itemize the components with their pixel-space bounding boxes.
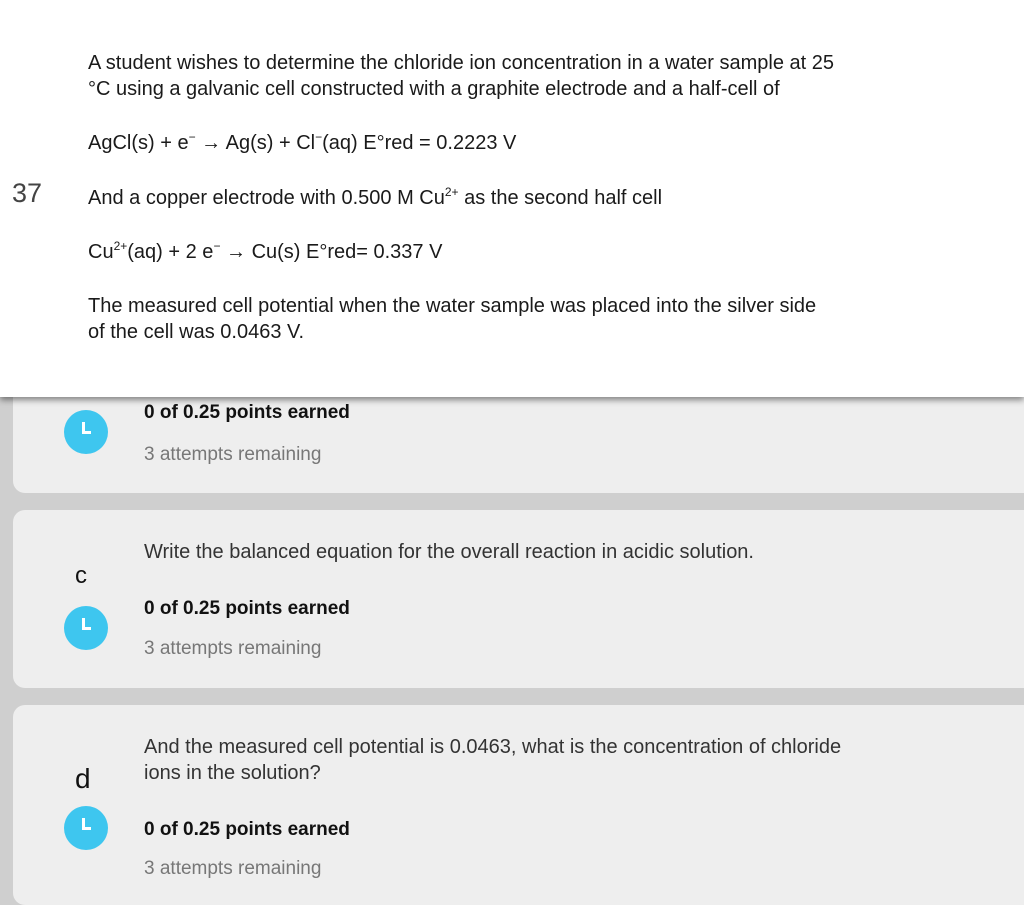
eq-text: → Ag(s) + Cl	[195, 132, 316, 154]
part-question: ions in the solution?	[144, 762, 321, 784]
part-question: Write the balanced equation for the overall reaction in acidic solution.	[144, 541, 754, 563]
part-letter: d	[75, 763, 91, 794]
intro-line: The measured cell potential when the water sample was placed into the silver side	[88, 295, 817, 317]
equation-agcl	[88, 130, 516, 156]
part-question: And the measured cell potential is 0.0463, what is the concentration of chloride	[144, 736, 842, 758]
text: as the second half cell	[458, 187, 663, 209]
attempts-remaining: 3 attempts remaining	[144, 858, 322, 879]
question-panel	[0, 0, 1024, 397]
points-earned: 0 of 0.25 points earned	[144, 819, 350, 840]
intro-line: °C using a galvanic cell constructed with a graphite electrode and a half-cell of	[88, 78, 780, 100]
intro-line: A student wishes to determine the chloride ion concentration in a water sample at 25	[88, 52, 834, 74]
part-d-card	[13, 705, 1024, 905]
eq-text: Cu	[88, 241, 114, 263]
part-letter: c	[75, 562, 87, 589]
points-earned: 0 of 0.25 points earned	[144, 402, 350, 423]
text: And a copper electrode with 0.500 M Cu	[88, 187, 445, 209]
clock-icon	[64, 606, 108, 650]
eq-sup: −	[213, 239, 221, 253]
intro-line	[88, 185, 662, 211]
clock-icon	[64, 806, 108, 850]
part-c-card	[13, 510, 1024, 688]
sup: 2+	[444, 185, 459, 199]
question-number: 37	[12, 178, 43, 208]
eq-sup: −	[188, 130, 196, 144]
equation-cu	[88, 239, 442, 265]
eq-text: (aq) E°red = 0.2223 V	[322, 132, 517, 154]
attempts-remaining: 3 attempts remaining	[144, 638, 322, 659]
points-earned: 0 of 0.25 points earned	[144, 598, 350, 619]
eq-sup: −	[315, 130, 323, 144]
eq-sup: 2+	[113, 239, 128, 253]
eq-text: (aq) + 2 e	[127, 241, 214, 263]
eq-text: AgCl(s) + e	[88, 132, 189, 154]
intro-line: of the cell was 0.0463 V.	[88, 321, 305, 343]
eq-text: → Cu(s) E°red= 0.337 V	[220, 241, 443, 263]
clock-icon	[64, 410, 108, 454]
attempts-remaining: 3 attempts remaining	[144, 444, 322, 465]
